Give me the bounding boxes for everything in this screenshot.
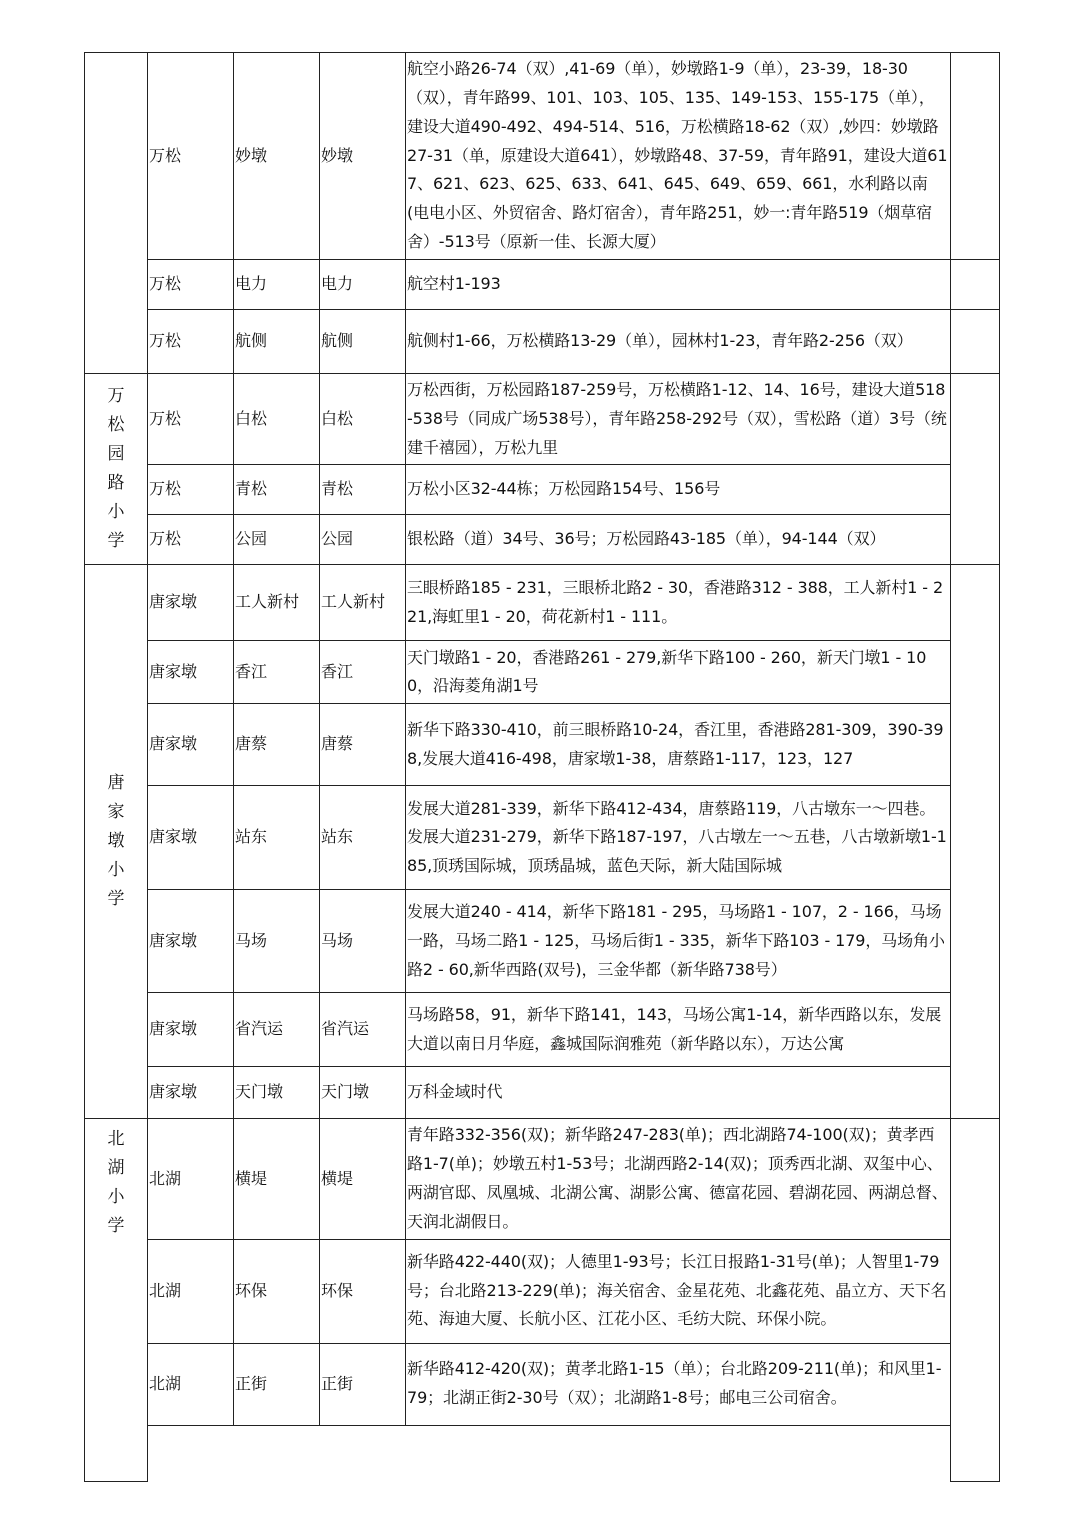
- street-cell: 唐家墩: [148, 890, 234, 993]
- remark-cell: [951, 565, 1000, 1119]
- address-cell: 万科金域时代: [406, 1067, 951, 1119]
- table-row: [85, 1239, 1000, 1343]
- street-cell: 万松: [148, 260, 234, 310]
- community-cell-2: 电力: [320, 260, 406, 310]
- street-cell: 万松: [148, 374, 234, 465]
- street-cell: 唐家墩: [148, 1067, 234, 1119]
- street-cell: 唐家墩: [148, 993, 234, 1067]
- remark-cell: [951, 53, 1000, 260]
- community-cell-2: 香江: [320, 641, 406, 704]
- table-row: [85, 260, 1000, 310]
- address-cell: 新华下路330-410，前三眼桥路10-24，香江里，香港路281-309，390-398,发展大道416-498，唐家墩1-38，唐蔡路1-117，123，127: [406, 704, 951, 786]
- community-cell-2: 工人新村: [320, 565, 406, 641]
- address-cell: 马场路58，91，新华下路141，143，马场公寓1-14，新华西路以东，发展大道以南日月华庭，鑫城国际润雅苑（新华路以东），万达公寓: [406, 993, 951, 1067]
- community-cell-2: 航侧: [320, 310, 406, 374]
- table-row: [85, 786, 1000, 890]
- address-cell: 万松小区32-44栋；万松园路154号、156号: [406, 465, 951, 515]
- school-cell-tangjiadun: [85, 565, 148, 1119]
- district-table: [84, 52, 1000, 1482]
- table-row: [85, 993, 1000, 1067]
- table-row: [85, 1425, 1000, 1481]
- table-row: [85, 515, 1000, 565]
- school-cell-wansong: [85, 374, 148, 565]
- address-cell: 银松路（道）34号、36号；万松园路43-185（单），94-144（双）: [406, 515, 951, 565]
- community-cell: 省汽运: [234, 993, 320, 1067]
- table-row: [85, 1067, 1000, 1119]
- school-cell-blank: [85, 53, 148, 374]
- remark-cell: [951, 310, 1000, 374]
- community-cell-2: 横堤: [320, 1119, 406, 1239]
- remark-cell: [951, 260, 1000, 310]
- address-cell: 青年路332-356(双)；新华路247-283(单)；西北湖路74-100(双)；黄孝西路1-7(单)；妙墩五村1-53号；北湖西路2-14(双)；顶秀西北湖、双玺中心、两湖官邸、凤凰城、北湖公寓、湖影公寓、德富花园、碧湖花园、两湖总督、天润北湖假日。: [406, 1119, 951, 1239]
- address-cell: 航侧村1-66，万松横路13-29（单），园林村1-23，青年路2-256（双）: [406, 310, 951, 374]
- community-cell-2: 白松: [320, 374, 406, 465]
- community-cell-2: 正街: [320, 1343, 406, 1425]
- address-cell: 发展大道281-339，新华下路412-434，唐蔡路119，八古墩东一～四巷。发展大道231-279，新华下路187-197，八古墩左一～五巷，八古墩新墩1-185,顶琇国际城，顶琇晶城，蓝色天际，新大陆国际城: [406, 786, 951, 890]
- street-cell: 万松: [148, 310, 234, 374]
- community-cell: 正街: [234, 1343, 320, 1425]
- table-row: [85, 374, 1000, 465]
- table-row: [85, 565, 1000, 641]
- street-cell: 唐家墩: [148, 786, 234, 890]
- community-cell: 横堤: [234, 1119, 320, 1239]
- community-cell-2: 唐蔡: [320, 704, 406, 786]
- address-cell: 新华路422-440(双)；人德里1-93号；长江日报路1-31号(单)；人智里1-79号；台北路213-229(单)；海关宿舍、金星花苑、北鑫花苑、晶立方、天下名苑、海迪大厦、长航小区、江花小区、毛纺大院、环保小院。: [406, 1239, 951, 1343]
- community-cell: 香江: [234, 641, 320, 704]
- community-cell: 工人新村: [234, 565, 320, 641]
- school-name: 唐家墩小学: [107, 773, 125, 910]
- table-row: [85, 465, 1000, 515]
- street-cell: 唐家墩: [148, 641, 234, 704]
- community-cell-2: 马场: [320, 890, 406, 993]
- community-cell: 白松: [234, 374, 320, 465]
- table-row: [85, 890, 1000, 993]
- street-cell: 唐家墩: [148, 704, 234, 786]
- table-row: [85, 704, 1000, 786]
- community-cell-2: 妙墩: [320, 53, 406, 260]
- remark-cell: [951, 1119, 1000, 1481]
- community-cell: 公园: [234, 515, 320, 565]
- street-cell: 万松: [148, 53, 234, 260]
- table-row: [85, 641, 1000, 704]
- community-cell-2: 天门墩: [320, 1067, 406, 1119]
- community-cell: 妙墩: [234, 53, 320, 260]
- street-cell: 万松: [148, 515, 234, 565]
- community-cell-2: 环保: [320, 1239, 406, 1343]
- street-cell: 万松: [148, 465, 234, 515]
- community-cell-2: 公园: [320, 515, 406, 565]
- community-cell: 环保: [234, 1239, 320, 1343]
- school-name: 万松园路小学: [107, 386, 125, 552]
- street-cell: 北湖: [148, 1343, 234, 1425]
- remark-cell: [951, 374, 1000, 565]
- table-row: [85, 1343, 1000, 1425]
- community-cell: 唐蔡: [234, 704, 320, 786]
- community-cell: 天门墩: [234, 1067, 320, 1119]
- table-row: [85, 53, 1000, 260]
- community-cell: 青松: [234, 465, 320, 515]
- community-cell-2: 站东: [320, 786, 406, 890]
- street-cell: 唐家墩: [148, 565, 234, 641]
- community-cell-2: 省汽运: [320, 993, 406, 1067]
- community-cell-2: 青松: [320, 465, 406, 515]
- community-cell: 马场: [234, 890, 320, 993]
- address-cell: 新华路412-420(双)；黄孝北路1-15（单）；台北路209-211(单)；和风里1-79；北湖正街2-30号（双）；北湖路1-8号；邮电三公司宿舍。: [406, 1343, 951, 1425]
- school-name: 北湖小学: [107, 1129, 125, 1237]
- address-cell: 航空村1-193: [406, 260, 951, 310]
- address-cell: 航空小路26-74（双）,41-69（单），妙墩路1-9（单），23-39，18-30（双），青年路99、101、103、105、135、149-153、155-175（单），建设大道490-492、494-514、516，万松横路18-62（双）,妙四：妙墩路27-31（单，原建设大道641），妙墩路48、37-59，青年路91，建设大道617、621、623、625、633、641、645、649、659、661，水利路以南(电电小区、外贸宿舍、路灯宿舍），青年路251，妙一:青年路519（烟草宿舍）-513号（原新一佳、长源大厦）: [406, 53, 951, 260]
- street-cell: 北湖: [148, 1239, 234, 1343]
- address-cell: 万松西街，万松园路187-259号，万松横路1-12、14、16号，建设大道518-538号（同成广场538号），青年路258-292号（双），雪松路（道）3号（统建千禧园），万松九里: [406, 374, 951, 465]
- address-cell: 发展大道240 - 414，新华下路181 - 295，马场路1 - 107，2 - 166，马场一路，马场二路1 - 125，马场后街1 - 335，新华下路103 - 179，马场角小路2 - 60,新华西路(双号)，三金华都（新华路738号）: [406, 890, 951, 993]
- community-cell: 电力: [234, 260, 320, 310]
- community-cell: 站东: [234, 786, 320, 890]
- school-cell-beihu: [85, 1119, 148, 1481]
- empty-cell: [148, 1425, 951, 1481]
- street-cell: 北湖: [148, 1119, 234, 1239]
- address-cell: 三眼桥路185 - 231，三眼桥北路2 - 30，香港路312 - 388，工人新村1 - 221,海虹里1 - 20，荷花新村1 - 111。: [406, 565, 951, 641]
- table-row: [85, 1119, 1000, 1239]
- table-row: [85, 310, 1000, 374]
- address-cell: 天门墩路1 - 20，香港路261 - 279,新华下路100 - 260，新天门墩1 - 100，沿海菱角湖1号: [406, 641, 951, 704]
- community-cell: 航侧: [234, 310, 320, 374]
